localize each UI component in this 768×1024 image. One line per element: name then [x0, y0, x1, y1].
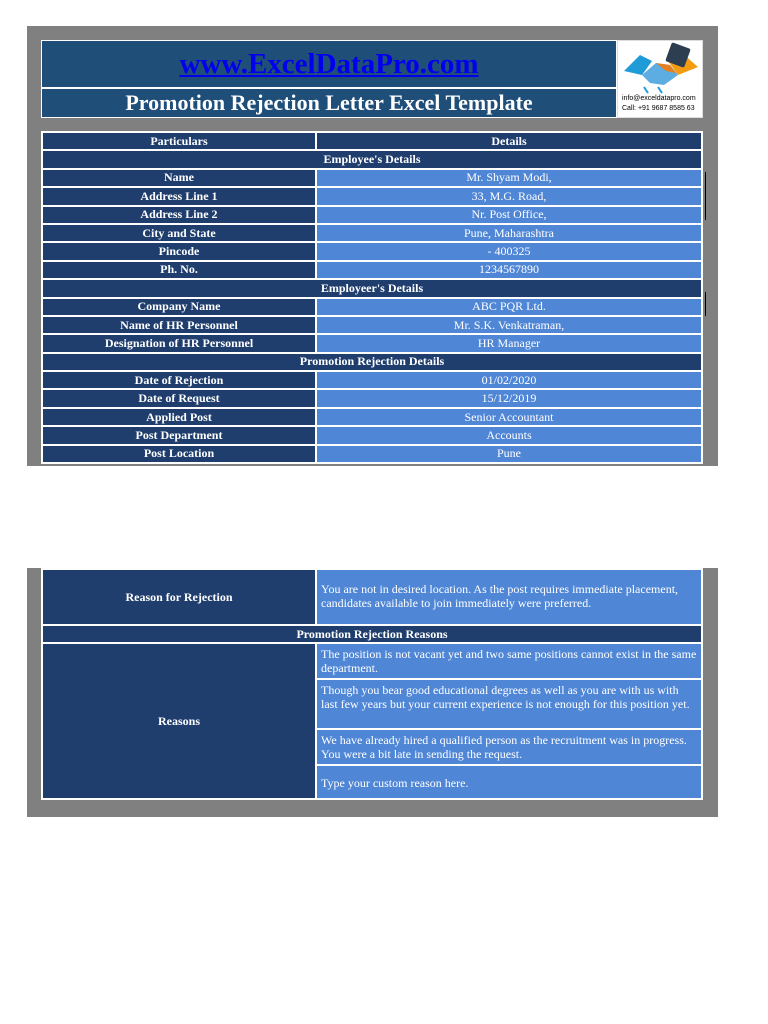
- reason-for-rejection-cell[interactable]: You are not in desired location. As the post requires immediate placement, candidates available to join immediately were preferred.: [316, 569, 702, 625]
- template-sheet-bottom: [27, 568, 718, 817]
- table-row: [42, 242, 702, 260]
- reasons-table: [41, 568, 703, 800]
- page-title: Promotion Rejection Letter Excel Template: [125, 90, 533, 115]
- table-row: [42, 426, 702, 444]
- table-row: [42, 569, 702, 625]
- employee-details-heading: Employee's Details: [42, 150, 702, 168]
- handshake-icon: [618, 41, 704, 95]
- rejection-date-cell[interactable]: 01/02/2020: [316, 371, 702, 389]
- field-label: Date of Request: [42, 389, 316, 407]
- table-row: [42, 169, 702, 187]
- field-label: Company Name: [42, 298, 316, 316]
- exceldatapro-logo: [617, 40, 703, 118]
- connector-line: [705, 292, 706, 316]
- website-banner: [41, 40, 617, 88]
- table-row: [42, 206, 702, 224]
- hr-designation-cell[interactable]: HR Manager: [316, 334, 702, 352]
- details-table: [41, 131, 703, 464]
- field-label: City and State: [42, 224, 316, 242]
- field-label: Name: [42, 169, 316, 187]
- template-sheet-top: [27, 26, 718, 466]
- rejection-reasons-heading: Promotion Rejection Reasons: [42, 625, 702, 643]
- post-department-cell[interactable]: Accounts: [316, 426, 702, 444]
- field-label: Applied Post: [42, 408, 316, 426]
- table-row: [42, 445, 702, 463]
- table-row: [42, 316, 702, 334]
- table-header-row: [42, 132, 702, 150]
- field-label: Post Location: [42, 445, 316, 463]
- connector-line: [705, 172, 706, 220]
- field-label: Post Department: [42, 426, 316, 444]
- table-row: [42, 261, 702, 279]
- post-location-cell[interactable]: Pune: [316, 445, 702, 463]
- hr-name-cell[interactable]: Mr. S.K. Venkatraman,: [316, 316, 702, 334]
- details-header: Details: [316, 132, 702, 150]
- table-row: [42, 187, 702, 205]
- table-row: [42, 334, 702, 352]
- section-row: [42, 150, 702, 168]
- table-row: [42, 371, 702, 389]
- company-name-cell[interactable]: ABC PQR Ltd.: [316, 298, 702, 316]
- field-label: Ph. No.: [42, 261, 316, 279]
- reason-option[interactable]: The position is not vacant yet and two same positions cannot exist in the same department.: [316, 643, 702, 679]
- address-line2-cell[interactable]: Nr. Post Office,: [316, 206, 702, 224]
- pincode-cell[interactable]: - 400325: [316, 242, 702, 260]
- table-row: [42, 389, 702, 407]
- field-label: Pincode: [42, 242, 316, 260]
- city-state-cell[interactable]: Pune, Maharashtra: [316, 224, 702, 242]
- logo-phone: Call: +91 9687 8585 63: [622, 105, 695, 112]
- section-row: [42, 625, 702, 643]
- phone-cell[interactable]: 1234567890: [316, 261, 702, 279]
- field-label: Designation of HR Personnel: [42, 334, 316, 352]
- table-row: [42, 408, 702, 426]
- table-row: [42, 224, 702, 242]
- promotion-details-heading: Promotion Rejection Details: [42, 353, 702, 371]
- particulars-header: Particulars: [42, 132, 316, 150]
- website-link[interactable]: www.ExcelDataPro.com: [179, 47, 479, 80]
- field-label: Date of Rejection: [42, 371, 316, 389]
- section-row: [42, 279, 702, 297]
- table-row: [42, 298, 702, 316]
- table-row: [42, 643, 702, 679]
- applied-post-cell[interactable]: Senior Accountant: [316, 408, 702, 426]
- employee-name-cell[interactable]: Mr. Shyam Modi,: [316, 169, 702, 187]
- field-label: Address Line 1: [42, 187, 316, 205]
- section-row: [42, 353, 702, 371]
- address-line1-cell[interactable]: 33, M.G. Road,: [316, 187, 702, 205]
- reasons-label: Reasons: [42, 643, 316, 799]
- custom-reason-cell[interactable]: Type your custom reason here.: [316, 765, 702, 799]
- request-date-cell[interactable]: 15/12/2019: [316, 389, 702, 407]
- logo-email: info@exceldatapro.com: [622, 95, 696, 102]
- reason-option[interactable]: We have already hired a qualified person as the recruitment was in progress. You were a bit late in sending the request.: [316, 729, 702, 765]
- reason-option[interactable]: Though you bear good educational degrees as well as you are with us with last few years but your current experience is not enough for this position yet.: [316, 679, 702, 729]
- title-banner: [41, 88, 617, 118]
- employer-details-heading: Employeer's Details: [42, 279, 702, 297]
- field-label: Name of HR Personnel: [42, 316, 316, 334]
- reason-for-rejection-label: Reason for Rejection: [42, 569, 316, 625]
- field-label: Address Line 2: [42, 206, 316, 224]
